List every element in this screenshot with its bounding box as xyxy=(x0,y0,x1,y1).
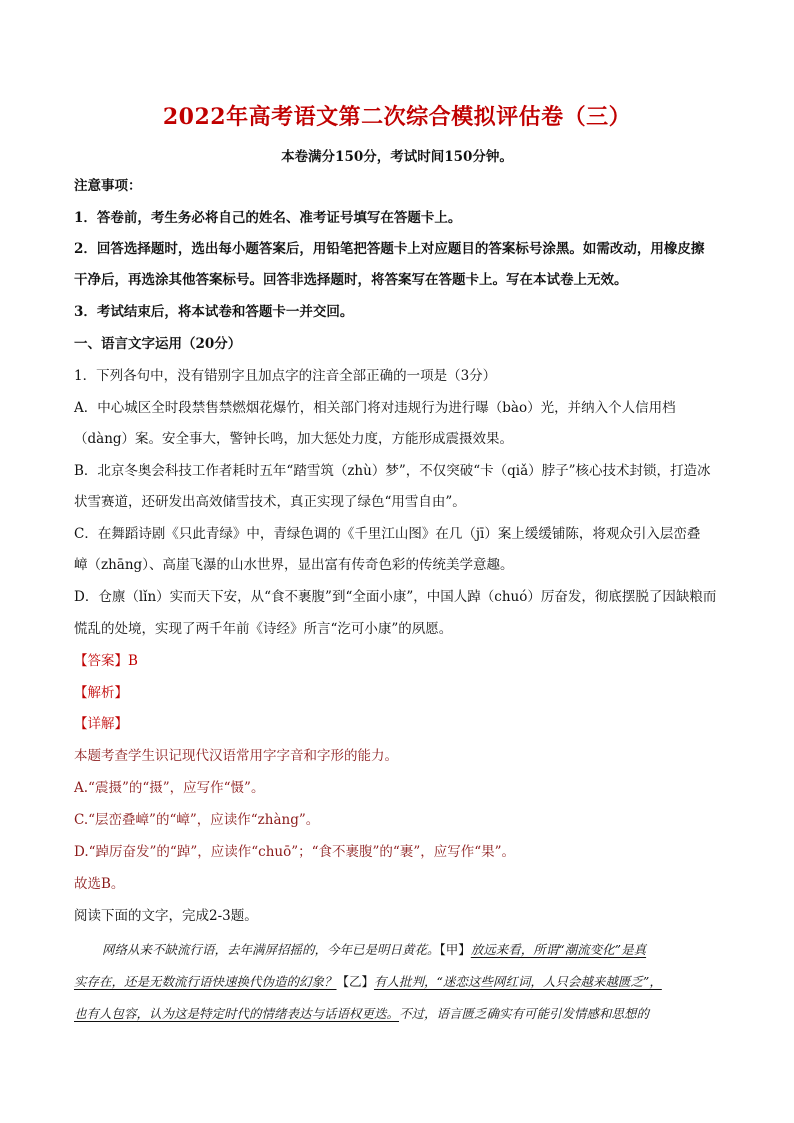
detail-line-a: A.“震摄”的“摄”，应写作“慑”。 xyxy=(74,780,265,796)
option-b-line-2: 状雪赛道，还研发出高效储雪技术，真正实现了绿色“用雪自由”。 xyxy=(74,494,466,510)
passage-line-3 xyxy=(74,1004,649,1024)
notice-item-1: 1．答卷前，考生务必将自己的姓名、准考证号填写在答题卡上。 xyxy=(74,210,462,226)
passage-text: 网络从来不缺流行语，去年满屏招摇的，今年已是明日黄花。 xyxy=(102,942,440,957)
option-b-line-1: B．北京冬奥会科技工作者耗时五年“踏雪筑（zhù）梦”，不仅突破“卡（qiǎ）脖子”核心技术封锁，打造冰 xyxy=(74,463,711,479)
underlined-text: 有人批判，“迷恋这些网红词，人只会越来越匮乏”， xyxy=(374,974,662,989)
exam-subtitle: 本卷满分150分，考试时间150分钟。 xyxy=(281,149,513,165)
notice-item-3: 3．考试结束后，将本试卷和答题卡一并交回。 xyxy=(74,304,354,320)
notice-item-2: 2．回答选择题时，选出每小题答案后，用铅笔把答题卡上对应题目的答案标号涂黑。如需改动，用橡皮擦 xyxy=(74,241,705,257)
answer-label: 【答案】B xyxy=(74,653,138,669)
marker-yi: 【乙】 xyxy=(336,974,375,989)
marker-jia: 【甲】 xyxy=(439,942,471,957)
option-c-line-2: 嶂（zhāng）、高崖飞瀑的山水世界，显出富有传奇色彩的传统美学意趣。 xyxy=(74,557,514,573)
option-d-line-1: D．仓廪（lǐn）实而天下安，从“食不裹腹”到“全面小康”，中国人踔（chuó）厉奋发，彻底摆脱了因缺粮而 xyxy=(74,589,717,605)
passage-text: 不过，语言匮乏确实有可能引发情感和思想的 xyxy=(399,1006,650,1021)
analysis-label: 【解析】 xyxy=(74,685,128,701)
underlined-text: 实存在，还是无数流行语快速换代伪造的幻象？ xyxy=(74,974,337,989)
reading-intro: 阅读下面的文字，完成2-3题。 xyxy=(74,908,258,924)
option-a-line-1: A．中心城区全时段禁售禁燃烟花爆竹，相关部门将对违规行为进行曝（bào）光，并纳入个人信用档 xyxy=(74,400,676,416)
passage-line-1 xyxy=(102,940,646,960)
passage-line-2 xyxy=(74,972,662,992)
exam-title: 2022年高考语文第二次综合模拟评估卷（三） xyxy=(162,104,632,130)
notice-heading: 注意事项： xyxy=(74,178,142,194)
option-d-line-2: 慌乱的处境，实现了两千年前《诗经》所言“汔可小康”的夙愿。 xyxy=(74,621,453,637)
detail-line-d: D.“踔厉奋发”的“踔”，应读作“chuō”；“食不裹腹”的“裹”，应写作“果”。 xyxy=(74,844,516,860)
underlined-text: 放远来看，所谓“潮流变化”是真 xyxy=(470,942,647,957)
detail-line-1: 本题考查学生识记现代汉语常用字字音和字形的能力。 xyxy=(74,748,398,764)
underlined-text: 也有人包容，认为这是特定时代的情绪表达与话语权更迭。 xyxy=(74,1006,400,1021)
answer-conclusion: 故选B。 xyxy=(74,876,125,892)
section-heading: 一、语言文字运用（20分） xyxy=(74,336,242,352)
notice-item-2-cont: 干净后，再选涂其他答案标号。回答非选择题时，将答案写在答题卡上。写在本试卷上无效。 xyxy=(74,272,628,288)
detail-label: 【详解】 xyxy=(74,716,128,732)
option-c-line-1: C．在舞蹈诗剧《只此青绿》中，青绿色调的《千里江山图》在几（jī）案上缓缓铺陈，将观众引入层峦叠 xyxy=(74,526,701,542)
detail-line-c: C.“层峦叠嶂”的“嶂”，应读作“zhàng”。 xyxy=(74,812,320,828)
question-1-stem: 1．下列各句中，没有错别字且加点字的注音全部正确的一项是（3分） xyxy=(74,368,497,384)
option-a-line-2: （dàng）案。安全事大，警钟长鸣，加大惩处力度，方能形成震摄效果。 xyxy=(74,431,514,447)
